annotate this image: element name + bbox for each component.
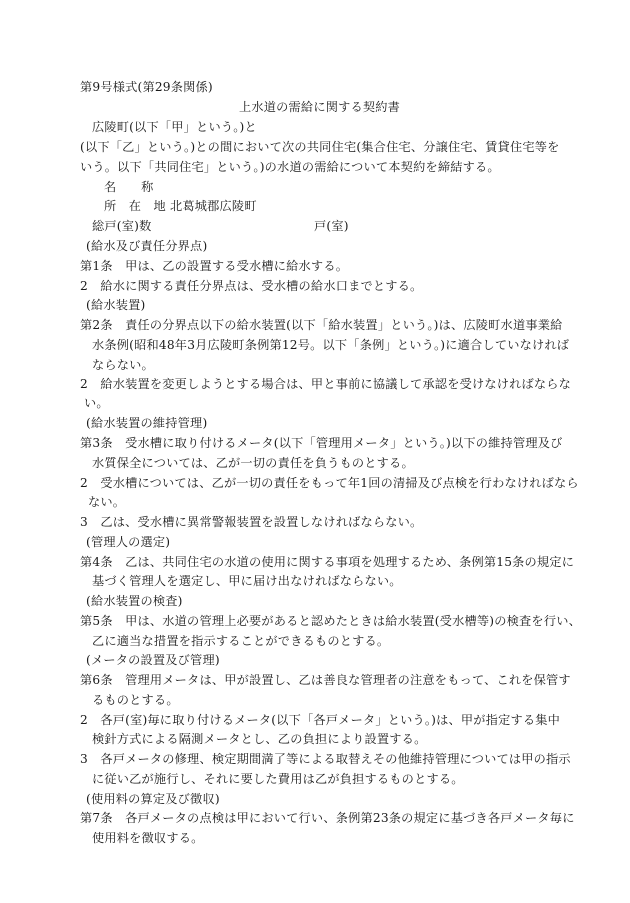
article-line: 2 各戸(室)毎に取り付けるメータ(以下「各戸メータ」という。)は、甲が指定する集中	[80, 713, 561, 727]
form-number: 第9号様式(第29条関係)	[80, 80, 213, 94]
article-line: い。	[84, 396, 109, 410]
intro-line: 広陵町(以下「甲」という。)と	[92, 120, 257, 134]
article-line: ならない。	[92, 358, 154, 372]
intro-line: いう。以下「共同住宅」という。)の水道の需給について本契約を締結する。	[80, 160, 500, 174]
article-line: 3 各戸メータの修理、検定期間満了等による取替えその他維持管理については甲の指示	[80, 752, 571, 766]
article-line: 使用料を徴収する。	[92, 831, 204, 845]
article-line: 水条例(昭和48年3月広陵町条例第12号。以下「条例」という。)に適合していなければ	[92, 338, 570, 352]
section-heading: (使用料の算定及び徴収)	[86, 792, 220, 806]
article-line: 2 給水装置を変更しようとする場合は、甲と事前に協議して承認を受けなければならな	[80, 377, 572, 391]
address-label: 所 在 地	[104, 199, 166, 213]
article-line: るものとする。	[92, 693, 179, 707]
name-label: 名 称	[104, 180, 154, 194]
article-line: 基づく管理人を選定し、甲に届け出なければならない。	[92, 574, 402, 588]
article-line: 3 乙は、受水槽に異常警報装置を設置しなければならない。	[80, 515, 423, 529]
article-line: 水質保全については、乙が一切の責任を負うものとする。	[92, 456, 414, 470]
article-line: ない。	[88, 495, 126, 509]
section-heading: (給水装置の維持管理)	[86, 416, 208, 430]
intro-line: (以下「乙」という。)との間において次の共同住宅(集合住宅、分譲住宅、賃貸住宅等を	[80, 140, 560, 154]
article-line: 第1条 甲は、乙の設置する受水槽に給水する。	[80, 259, 349, 273]
households-unit: 戸(室)	[314, 219, 349, 233]
section-heading: (管理人の選定)	[86, 535, 171, 549]
article-line: 第6条 管理用メータは、甲が設置し、乙は善良な管理者の注意をもって、これを保管す	[80, 673, 571, 687]
section-heading: (給水装置)	[86, 298, 146, 312]
article-line: 2 給水に関する責任分界点は、受水槽の給水口までとする。	[80, 279, 423, 293]
section-heading: (給水及び責任分界点)	[86, 239, 208, 253]
article-line: 乙に適当な措置を指示することができるものとする。	[92, 634, 390, 648]
address-value: 北葛城郡広陵町	[170, 199, 257, 213]
section-heading: (メータの設置及び管理)	[86, 653, 220, 667]
article-line: 第3条 受水槽に取り付けるメータ(以下「管理用メータ」という。)以下の維持管理及び	[80, 436, 563, 450]
document-title: 上水道の需給に関する契約書	[239, 100, 401, 114]
section-heading: (給水装置の検査)	[86, 594, 183, 608]
households-label: 総戸(室)数	[92, 219, 152, 233]
article-line: 検針方式による隔測メータとし、乙の負担により設置する。	[92, 732, 427, 746]
article-line: 2 受水槽については、乙が一切の責任をもって年1回の清掃及び点検を行わなければなら	[80, 476, 579, 490]
article-line: 第4条 乙は、共同住宅の水道の使用に関する事項を処理するため、条例第15条の規定に	[80, 555, 575, 569]
article-line: 第5条 甲は、水道の管理上必要があると認めたときは給水装置(受水槽等)の検査を行い、	[80, 614, 581, 628]
article-line: 第7条 各戸メータの点検は甲において行い、条例第23条の規定に基づき各戸メータ毎に	[80, 811, 575, 825]
article-line: 第2条 責任の分界点以下の給水装置(以下「給水装置」という。)は、広陵町水道事業給	[80, 318, 563, 332]
article-line: に従い乙が施行し、それに要した費用は乙が負担するものとする。	[92, 772, 464, 786]
